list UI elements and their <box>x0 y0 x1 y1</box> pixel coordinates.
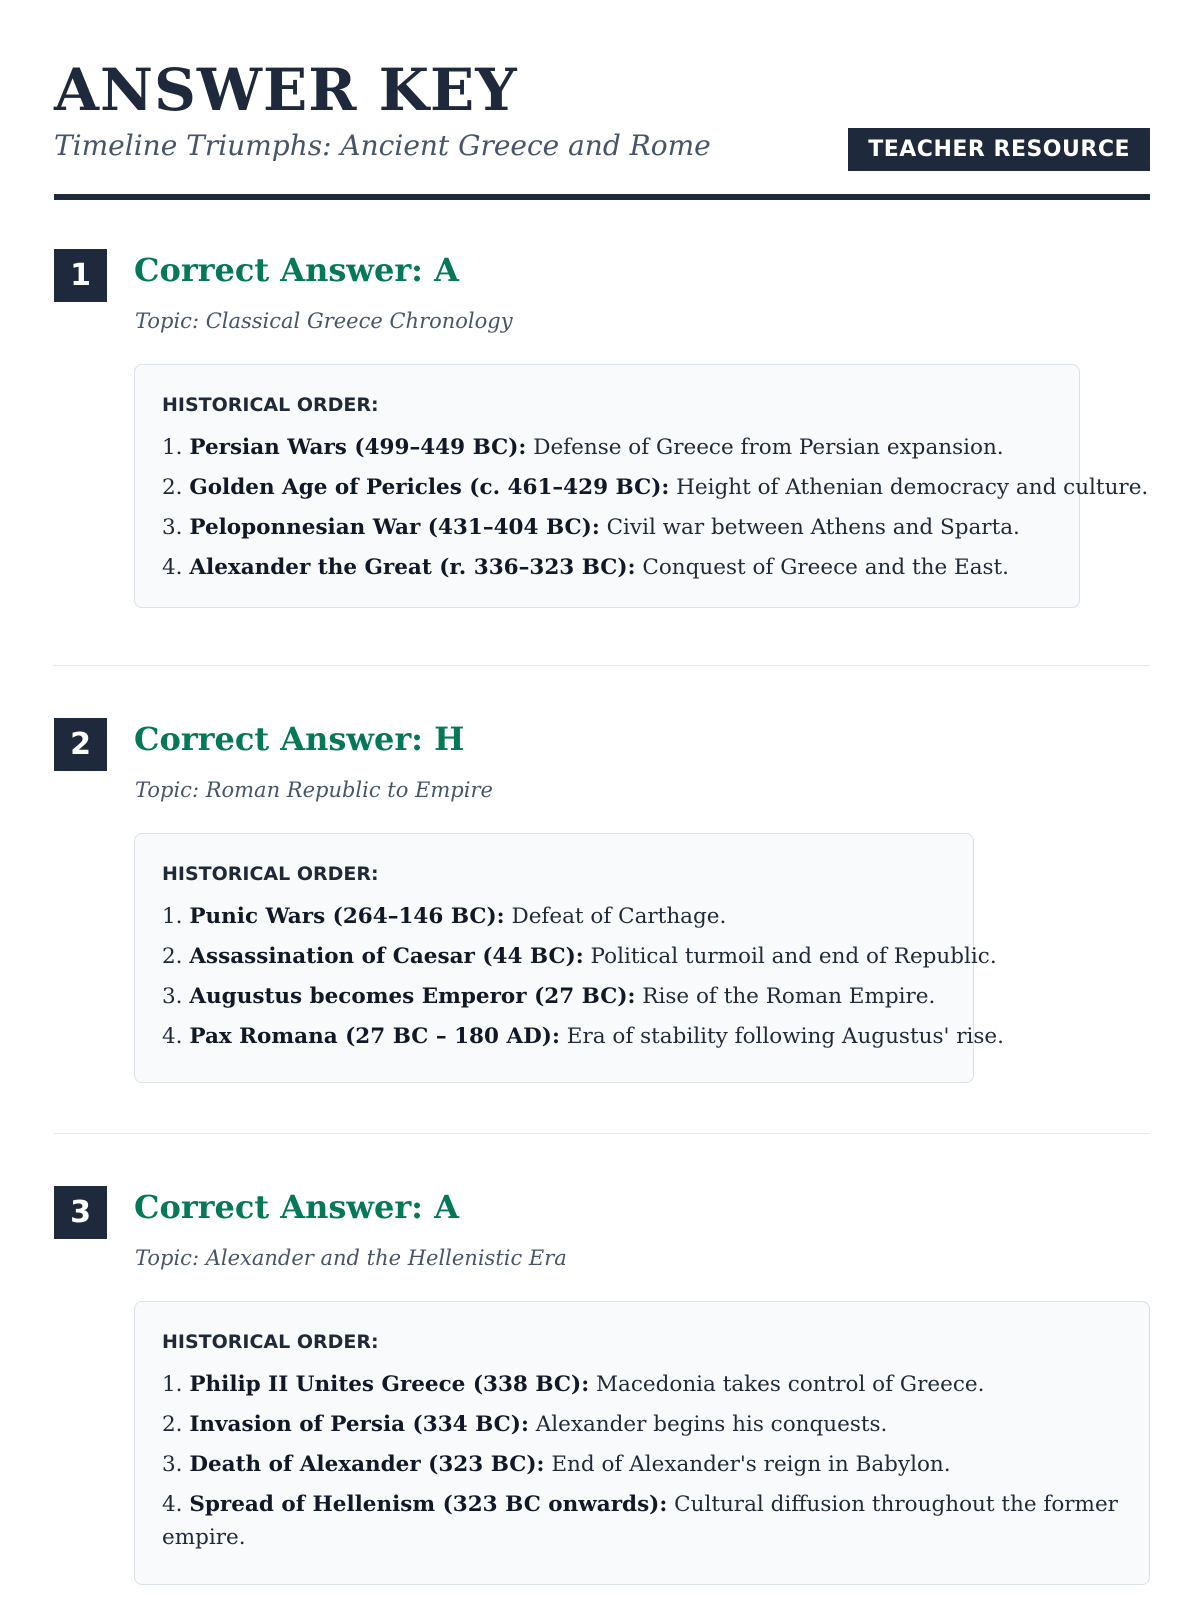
item-number: 4. <box>162 555 183 580</box>
order-item <box>162 1020 1004 1053</box>
page-header <box>54 54 1150 162</box>
item-event: Augustus becomes Emperor (27 BC): <box>189 984 636 1009</box>
item-number: 1. <box>162 1372 183 1397</box>
question-number-badge: 3 <box>54 1186 107 1239</box>
order-item <box>162 1488 1123 1554</box>
item-number: 1. <box>162 904 183 929</box>
item-event: Punic Wars (264–146 BC): <box>189 904 505 929</box>
item-number: 1. <box>162 435 183 460</box>
item-description: Political turmoil and end of Republic. <box>590 944 997 969</box>
correct-answer: Correct Answer: H <box>134 720 465 758</box>
section-divider <box>54 665 1150 666</box>
item-event: Golden Age of Pericles (c. 461–429 BC): <box>189 475 670 500</box>
item-description: Era of stability following Augustus' rise. <box>566 1024 1004 1049</box>
question-topic: Topic: Classical Greece Chronology <box>135 309 513 333</box>
item-number: 3. <box>162 984 183 1009</box>
order-item <box>162 431 1053 464</box>
order-item <box>162 551 1053 584</box>
item-description: Defeat of Carthage. <box>511 904 727 929</box>
item-number: 4. <box>162 1492 183 1517</box>
item-event: Persian Wars (499–449 BC): <box>189 435 527 460</box>
teacher-resource-badge: TEACHER RESOURCE <box>848 128 1150 171</box>
historical-order-box <box>134 1301 1150 1585</box>
order-item <box>162 1408 1123 1441</box>
item-event: Invasion of Persia (334 BC): <box>189 1412 529 1437</box>
section-divider <box>54 1133 1150 1134</box>
historical-order-box <box>134 364 1149 608</box>
page-subtitle: Timeline Triumphs: Ancient Greece and Rome <box>54 129 711 162</box>
question-number-badge: 1 <box>54 249 107 302</box>
header-rule <box>54 194 1150 200</box>
question-topic: Topic: Alexander and the Hellenistic Era <box>135 1246 567 1270</box>
item-event: Pax Romana (27 BC – 180 AD): <box>189 1024 560 1049</box>
item-description: Civil war between Athens and Sparta. <box>606 515 1020 540</box>
correct-answer: Correct Answer: A <box>134 1188 459 1226</box>
item-number: 4. <box>162 1024 183 1049</box>
item-description: Height of Athenian democracy and culture. <box>676 475 1149 500</box>
historical-order-box <box>134 833 1004 1083</box>
item-number: 2. <box>162 1412 183 1437</box>
item-number: 2. <box>162 475 183 500</box>
question-number-badge: 2 <box>54 718 107 771</box>
order-item <box>162 1448 1123 1481</box>
item-number: 3. <box>162 515 183 540</box>
item-event: Peloponnesian War (431–404 BC): <box>189 515 600 540</box>
correct-answer: Correct Answer: A <box>134 251 459 289</box>
historical-order-label: HISTORICAL ORDER: <box>162 1331 379 1353</box>
order-item <box>162 900 947 933</box>
item-description: Conquest of Greece and the East. <box>642 555 1010 580</box>
item-description: Defense of Greece from Persian expansion. <box>533 435 1004 460</box>
question-topic: Topic: Roman Republic to Empire <box>135 778 493 802</box>
item-description: End of Alexander's reign in Babylon. <box>551 1452 951 1477</box>
item-event: Alexander the Great (r. 336–323 BC): <box>189 555 636 580</box>
item-description: Rise of the Roman Empire. <box>642 984 936 1009</box>
historical-order-label: HISTORICAL ORDER: <box>162 863 379 885</box>
order-item <box>162 471 1149 504</box>
page-title: ANSWER KEY <box>54 56 518 124</box>
item-event: Spread of Hellenism (323 BC onwards): <box>189 1492 668 1517</box>
order-item <box>162 940 997 973</box>
item-number: 2. <box>162 944 183 969</box>
historical-order-label: HISTORICAL ORDER: <box>162 394 379 416</box>
item-description: Cultural diffusion throughout the former empire. <box>162 1492 1118 1550</box>
item-event: Assassination of Caesar (44 BC): <box>189 944 584 969</box>
item-event: Philip II Unites Greece (338 BC): <box>189 1372 590 1397</box>
order-item <box>162 511 1053 544</box>
item-number: 3. <box>162 1452 183 1477</box>
item-description: Macedonia takes control of Greece. <box>596 1372 985 1397</box>
order-item <box>162 980 947 1013</box>
item-event: Death of Alexander (323 BC): <box>189 1452 545 1477</box>
item-description: Alexander begins his conquests. <box>535 1412 888 1437</box>
order-item <box>162 1368 1123 1401</box>
